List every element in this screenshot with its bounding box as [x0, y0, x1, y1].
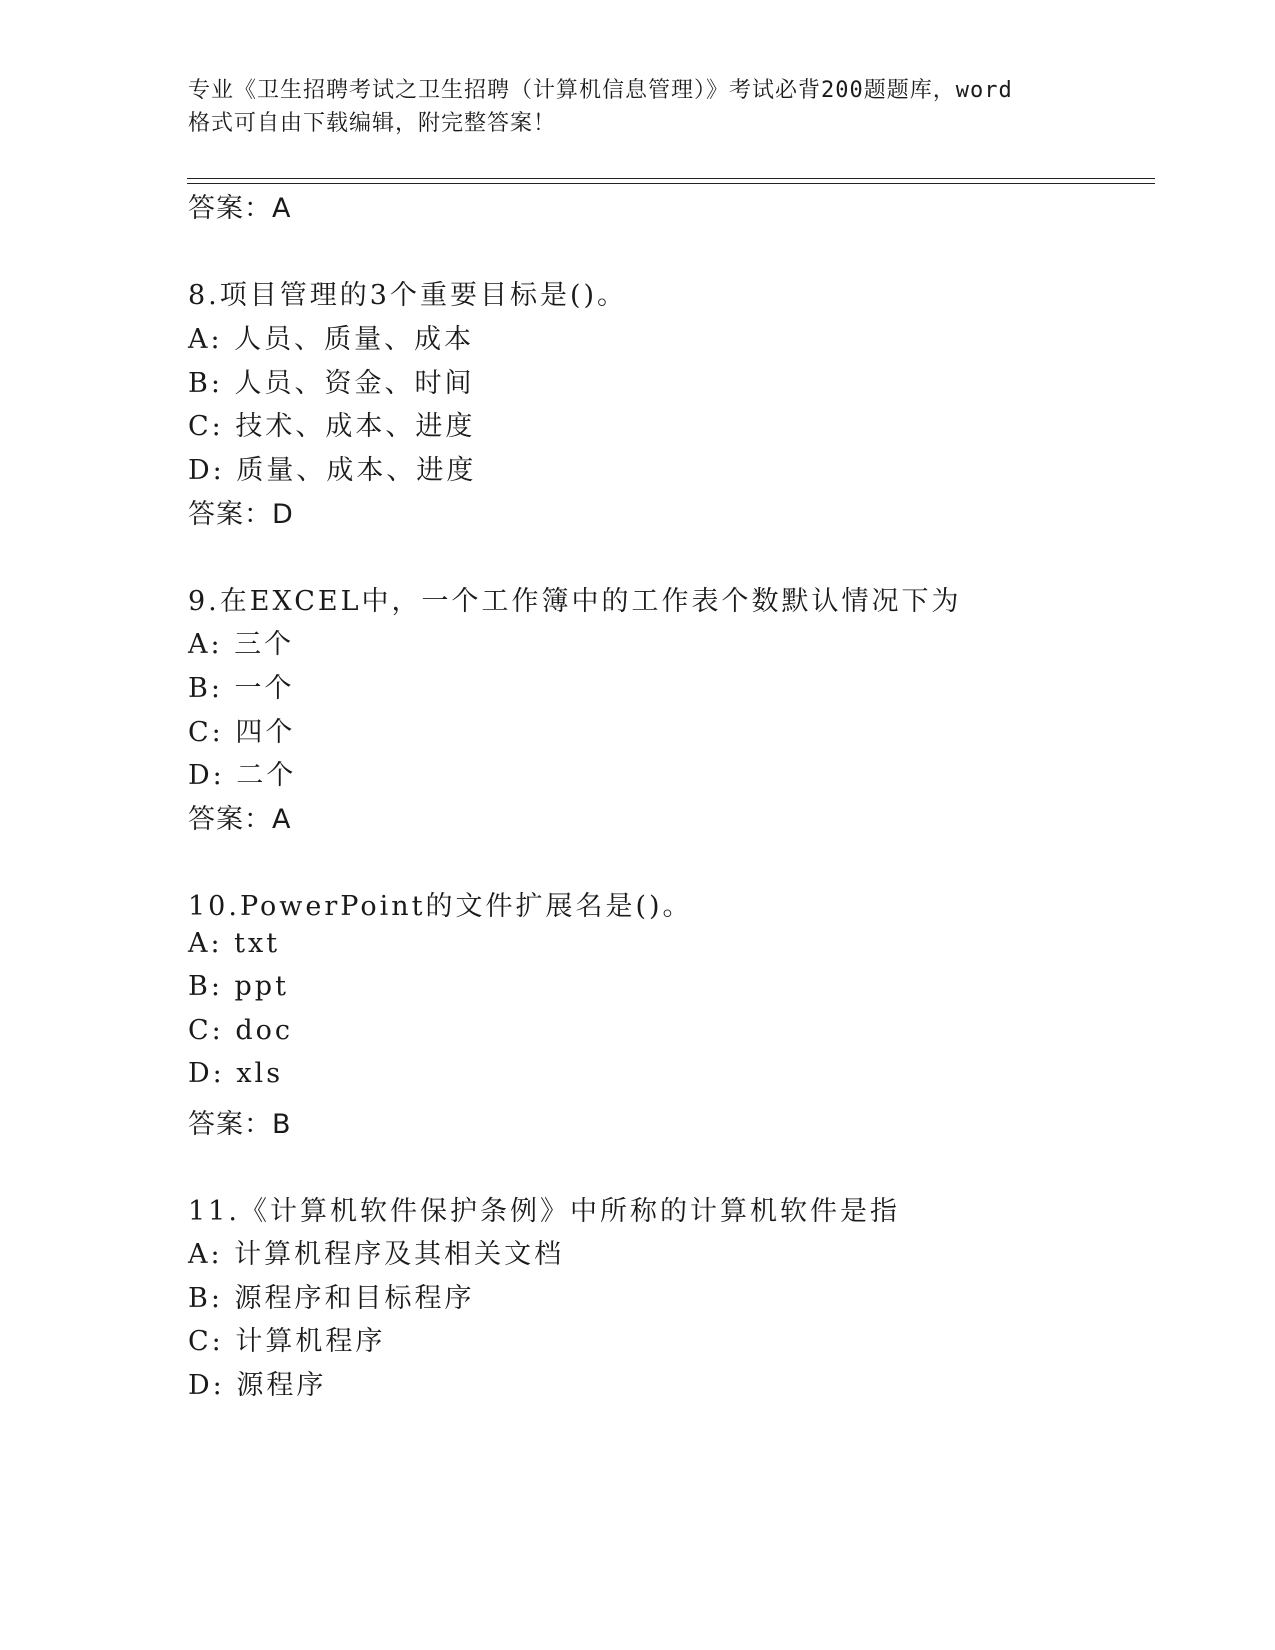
question-11-option-a: A: 计算机程序及其相关文档	[188, 1239, 565, 1270]
question-11-option-c: C: 计算机程序	[188, 1326, 386, 1357]
question-8-answer: 答案：D	[188, 499, 294, 530]
question-8-option-c: C: 技术、成本、进度	[188, 411, 476, 442]
question-10-option-c: C: doc	[188, 1015, 293, 1046]
header-line-1: 专业《卫生招聘考试之卫生招聘（计算机信息管理）》考试必背200题题库，word	[188, 78, 1013, 103]
answer-previous: 答案：A	[188, 193, 292, 224]
question-9-option-c: C: 四个	[188, 717, 296, 748]
question-10-answer: 答案：B	[188, 1109, 292, 1140]
question-9-option-d: D: 二个	[188, 760, 297, 791]
question-9: 9.在EXCEL中，一个工作簿中的工作表个数默认情况下为	[188, 586, 962, 617]
question-10-option-d: D: xls	[188, 1058, 284, 1089]
question-8-option-d: D: 质量、成本、进度	[188, 455, 477, 486]
question-8: 8.项目管理的3个重要目标是()。	[188, 280, 628, 311]
question-11: 11.《计算机软件保护条例》中所称的计算机软件是指	[188, 1196, 900, 1227]
question-9-answer: 答案：A	[188, 804, 292, 835]
question-10: 10.PowerPoint的文件扩展名是()。	[188, 891, 693, 922]
question-10-option-a: A: txt	[188, 928, 281, 959]
header-divider-bottom	[187, 183, 1155, 184]
header-divider-top	[187, 178, 1155, 179]
header-line-2: 格式可自由下载编辑，附完整答案！	[188, 111, 557, 136]
document-header	[188, 74, 1088, 140]
question-8-option-b: B: 人员、资金、时间	[188, 368, 475, 399]
question-9-option-b: B: 一个	[188, 673, 295, 704]
question-8-option-a: A: 人员、质量、成本	[188, 324, 475, 355]
question-10-option-b: B: ppt	[188, 971, 289, 1002]
question-11-option-b: B: 源程序和目标程序	[188, 1283, 475, 1314]
question-11-option-d: D: 源程序	[188, 1370, 327, 1401]
question-9-option-a: A: 三个	[188, 629, 295, 660]
